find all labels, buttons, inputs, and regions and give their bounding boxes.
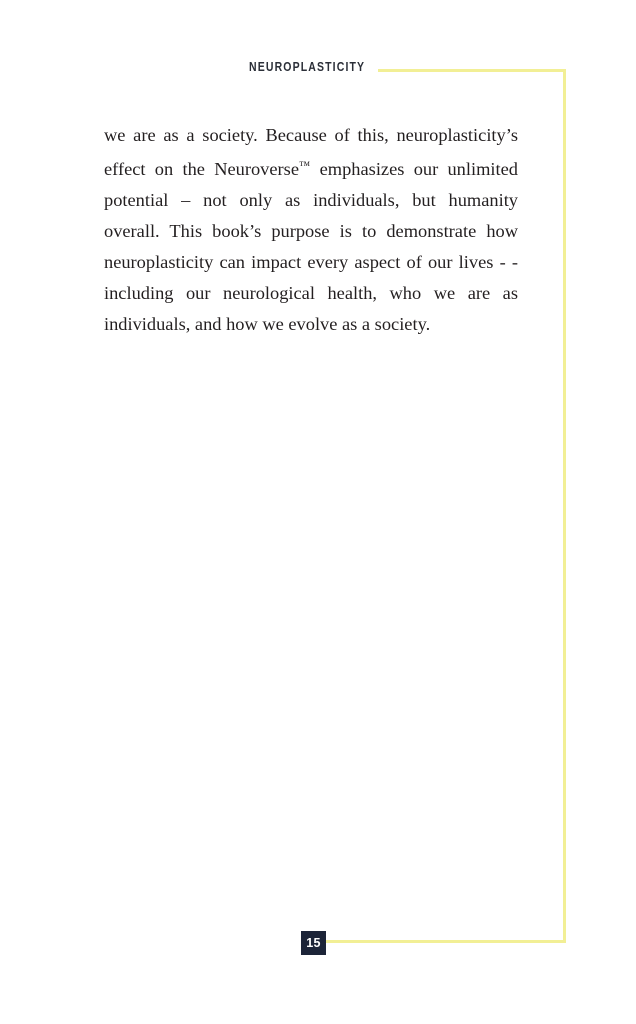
page-number-badge: 15: [301, 931, 326, 955]
body-paragraph-segment-1: we are as a society. Because of this, neuroplasticity’s effect on the Neuroverse: [104, 125, 518, 179]
body-paragraph-segment-2: emphasizes our unlimited potential – not only as individuals, but humanity overall. This book’s purpose is to demonstrate how neuroplasticity can impact every aspect of our lives - - including our neurological health, who we are as individuals, and how we evolve as a society.: [104, 158, 518, 334]
accent-rule-top: [378, 69, 566, 72]
body-text-block: [104, 120, 518, 340]
accent-rule-bottom: [326, 940, 566, 943]
trademark-icon: ™: [298, 160, 311, 172]
body-paragraph: [104, 120, 518, 340]
running-header-title: NEUROPLASTICITY: [249, 60, 366, 74]
accent-rule-right: [563, 69, 566, 943]
